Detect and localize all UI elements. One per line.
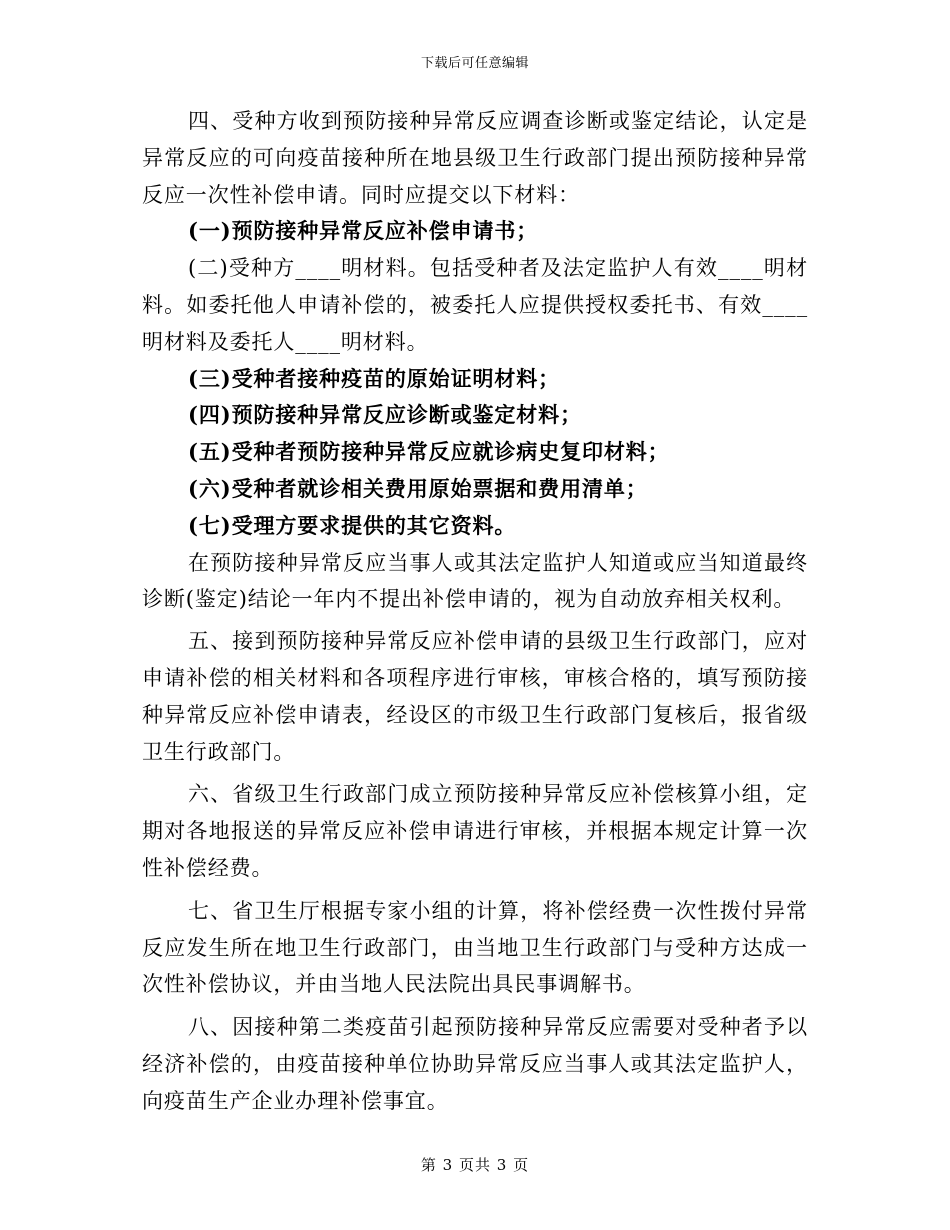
header-note: 下载后可任意编辑	[420, 56, 529, 71]
list-item-medical-history: (五)受种者预防接种异常反应就诊病史复印材料；	[188, 439, 670, 465]
paragraph-section-eight: 八、因接种第二类疫苗引起预防接种异常反应需要对受种者予以经济补偿的，由疫苗接种单位协助异常反应当事人或其法定监护人，向疫苗生产企业办理补偿事宜。	[142, 1015, 808, 1113]
paragraph-section-four: 四、受种方收到预防接种异常反应调查诊断或鉴定结论，认定是异常反应的可向疫苗接种所在地县级卫生行政部门提出预防接种异常反应一次性补偿申请。同时应提交以下材料：	[142, 109, 808, 207]
list-item-diagnosis-material: (四)预防接种异常反应诊断或鉴定材料；	[188, 402, 582, 428]
list-item-expense-receipts: (六)受种者就诊相关费用原始票据和费用清单；	[188, 475, 648, 501]
page-number-footer: 第 3 页共 3 页	[420, 1156, 530, 1174]
paragraph-section-six: 六、省级卫生行政部门成立预防接种异常反应补偿核算小组，定期对各地报送的异常反应补偿申请进行审核，并根据本规定计算一次性补偿经费。	[142, 782, 808, 880]
list-item-application-form: (一)预防接种异常反应补偿申请书；	[188, 218, 539, 244]
paragraph-deadline-rule: 在预防接种异常反应当事人或其法定监护人知道或应当知道最终诊断(鉴定)结论一年内不提出补偿申请的，视为自动放弃相关权利。	[142, 550, 808, 612]
list-item-other-materials: (七)受理方要求提供的其它资料。	[188, 512, 517, 538]
document-body	[142, 103, 808, 1120]
list-item-vaccination-proof: (三)受种者接种疫苗的原始证明材料；	[188, 365, 561, 391]
list-item-identity-proof: (二)受种方____明材料。包括受种者及法定监护人有效____明材料。如委托他人申请补偿的，被委托人应提供授权委托书、有效____明材料及委托人____明材料。	[142, 256, 808, 354]
paragraph-section-seven: 七、省卫生厅根据专家小组的计算，将补偿经费一次性拨付异常反应发生所在地卫生行政部门，由当地卫生行政部门与受种方达成一次性补偿协议，并由当地人民法院出具民事调解书。	[142, 898, 808, 997]
paragraph-section-five: 五、接到预防接种异常反应补偿申请的县级卫生行政部门，应对申请补偿的相关材料和各项程序进行审核，审核合格的，填写预防接种异常反应补偿申请表，经设区的市级卫生行政部门复核后，报省级卫生行政部门。	[142, 629, 808, 764]
